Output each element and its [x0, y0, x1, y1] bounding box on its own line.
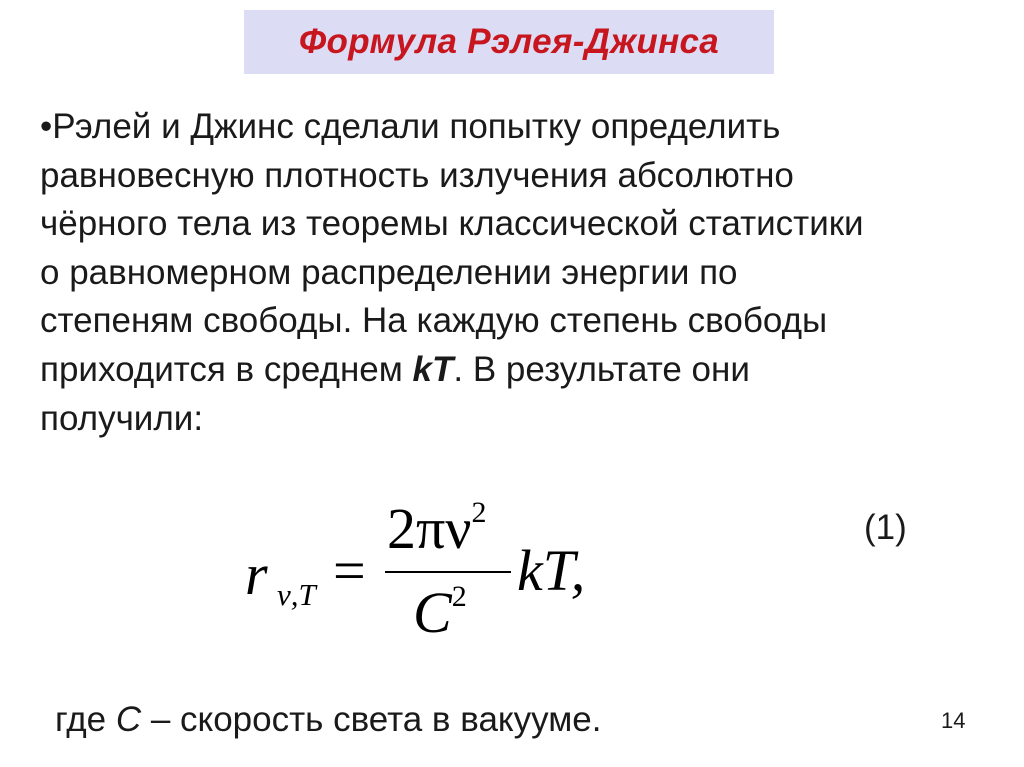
numerator-base: 2πν	[387, 496, 472, 561]
formula-lhs-subscript: ν,T	[277, 577, 316, 612]
body-line: степеням свободы. На каждую степень свободы	[40, 301, 828, 341]
footer-note	[55, 700, 601, 740]
fraction-bar	[385, 571, 511, 573]
denominator-exponent: 2	[451, 580, 467, 613]
footer-text-span: где	[55, 700, 116, 739]
speed-of-light-symbol: С	[115, 700, 142, 739]
title-banner	[244, 10, 774, 74]
rayleigh-jeans-formula	[245, 495, 625, 645]
body-text-span: приходится в среднем	[40, 349, 413, 389]
kt-emphasis: kT	[412, 349, 454, 389]
formula-numerator	[387, 495, 487, 562]
formula-denominator	[413, 579, 467, 646]
page-number: 14	[941, 708, 966, 733]
formula-tail: kT,	[517, 538, 586, 603]
equation-number: (1)	[864, 508, 907, 547]
body-line: •Рэлей и Джинс сделали попытку определить	[40, 107, 781, 146]
body-line: получили:	[40, 398, 204, 438]
numerator-exponent: 2	[471, 496, 487, 529]
body-line: о равномерном распределении энергии по	[40, 252, 738, 292]
formula-lhs: r	[245, 542, 268, 607]
body-line	[40, 346, 1000, 395]
body-line: чёрного тела из теоремы классической статистики	[40, 204, 864, 244]
footer-text-span: – скорость света в вакууме.	[141, 700, 602, 739]
body-paragraph	[40, 103, 1000, 443]
body-text-span: . В результате они	[453, 349, 750, 389]
slide-title: Формула Рэлея-Джинса	[298, 22, 720, 61]
body-line: равновесную плотность излучения абсолютно	[40, 155, 794, 195]
denominator-base: C	[413, 580, 452, 645]
formula-equals: =	[333, 538, 366, 603]
